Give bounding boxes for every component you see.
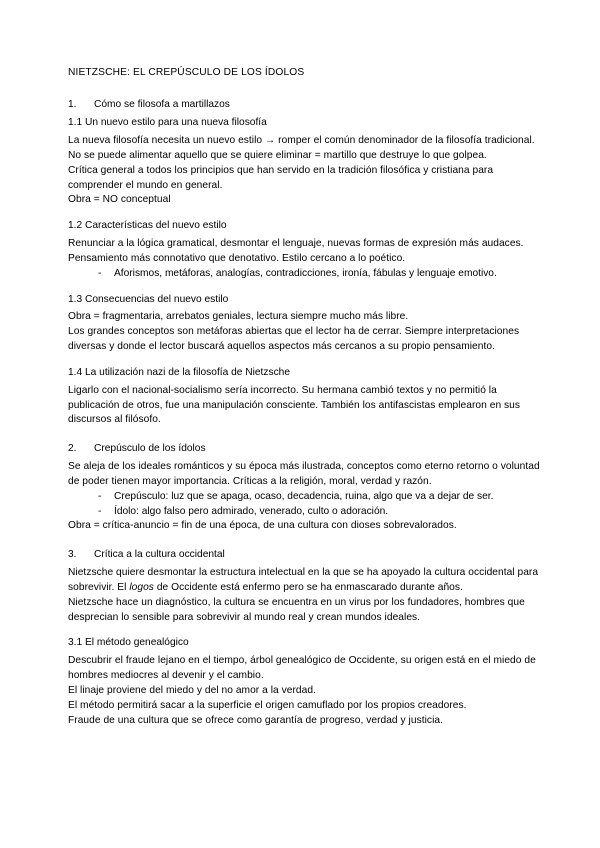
paragraph: El linaje proviene del miedo y del no amor a la verdad. (68, 684, 316, 696)
paragraph-spacer (68, 208, 542, 219)
bullet-list (68, 490, 542, 520)
page-title: NIETZSCHE: EL CREPÚSCULO DE LOS ÍDOLOS (68, 67, 305, 78)
subsection-heading: 1.3 Consecuencias del nuevo estilo (68, 293, 229, 305)
list-item-label: Crepúsculo: luz que se apaga, ocaso, decadencia, ruina, algo que va a dejar de ser. (114, 490, 494, 502)
section-heading-label: Cómo se filosofa a martillazos (94, 99, 230, 111)
paragraph: Se aleja de los ideales románticos y su época más ilustrada, conceptos como eterno retorno o voluntad de poder tienen mayor importancia. Críticas a la religión, moral, verdad y razón. (68, 460, 540, 487)
list-item-label: Ídolo: algo falso pero admirado, venerado, culto o adoración. (114, 505, 389, 517)
paragraph-text-post: de Occidente está enfermo pero se ha enmascarado durante años. (153, 581, 463, 593)
section-number: 1. (68, 99, 77, 111)
paragraph: Fraude de una cultura que se ofrece como garantía de progreso, verdad y justicia. (68, 714, 443, 726)
section-heading (68, 442, 542, 457)
paragraph (68, 566, 542, 596)
section-number: 3. (68, 549, 77, 561)
bullet-list (68, 267, 542, 282)
paragraph: Obra = crítica-anuncio = fin de una época, de una cultura con dioses sobrevalorados. (68, 520, 457, 532)
subsection-heading: 1.4 La utilización nazi de la filosofía de Nietzsche (68, 366, 290, 378)
paragraph: Obra = NO conceptual (68, 194, 171, 206)
paragraph: Ligarlo con el nacional-socialismo sería incorrecto. Su hermana cambió textos y no permitió la publicación de otros, fue una manipulación consciente. También los antifascistas emplearon en sus discursos al filósofo. (68, 384, 521, 426)
paragraph: Nietzsche hace un diagnóstico, la cultura se encuentra en un virus por los fundadores, hombres que desprecian lo sensible para sobrevivir al mundo real y crean mundos ideales. (68, 596, 525, 623)
emphasized-term: logos (129, 581, 154, 593)
paragraph-spacer (68, 355, 542, 366)
dash-bullet-icon: - (98, 505, 102, 517)
paragraph: Obra = fragmentaria, arrebatos geniales, lectura siempre mucho más libre. (68, 311, 409, 323)
dash-bullet-icon: - (98, 490, 102, 502)
subsection-heading: 1.2 Características del nuevo estilo (68, 220, 227, 232)
subsection-heading: 1.1 Un nuevo estilo para una nueva filosofía (68, 117, 267, 129)
document-body (68, 98, 542, 728)
paragraph-text-pre: Nietzsche quiere desmontar la estructura intelectual en la que se ha apoyado la cultura occidental para sobrevivir. El (68, 566, 539, 593)
paragraph: Los grandes conceptos son metáforas abiertas que el lector ha de cerrar. Siempre interpretaciones diversas y donde el lector buscará aquellos aspectos más cercanos a su propio pensamiento. (68, 326, 520, 353)
document-section (68, 442, 542, 534)
document-section (68, 548, 542, 728)
document-section (68, 98, 542, 428)
paragraph: Crítica general a todos los principios que han servido en la tradición filosófica y cristiana para comprender el mundo en general. (68, 164, 494, 191)
paragraph-spacer (68, 625, 542, 636)
section-heading-label: Crepúsculo de los ídolos (94, 443, 206, 455)
list-item (98, 490, 542, 505)
section-heading (68, 98, 542, 113)
paragraph-spacer (68, 282, 542, 293)
section-number: 2. (68, 443, 77, 455)
section-heading-label: Crítica a la cultura occidental (94, 549, 225, 561)
dash-bullet-icon: - (98, 267, 102, 279)
list-item (98, 267, 542, 282)
subsection-heading: 3.1 El método genealógico (68, 637, 189, 649)
paragraph: El método permitirá sacar a la superficie el origen camuflado por los propios creadores. (68, 699, 467, 711)
paragraph: No se puede alimentar aquello que se quiere eliminar = martillo que destruye lo que golpea. (68, 149, 487, 161)
paragraph: La nueva filosofía necesita un nuevo estilo → romper el común denominador de la filosofía tradicional. (68, 135, 535, 147)
list-item (98, 505, 542, 520)
paragraph: Renunciar a la lógica gramatical, desmontar el lenguaje, nuevas formas de expresión más audaces. Pensamiento más connotativo que denotativo. Estilo cercano a lo poético. (68, 238, 524, 264)
list-item-label: Aforismos, metáforas, analogías, contradicciones, ironía, fábulas y lenguaje emotivo. (114, 267, 497, 279)
section-heading (68, 548, 542, 563)
paragraph: Descubrir el fraude lejano en el tiempo, árbol genealógico de Occidente, su origen está en el miedo de hombres mediocres al devenir y el cambio. (68, 655, 536, 681)
